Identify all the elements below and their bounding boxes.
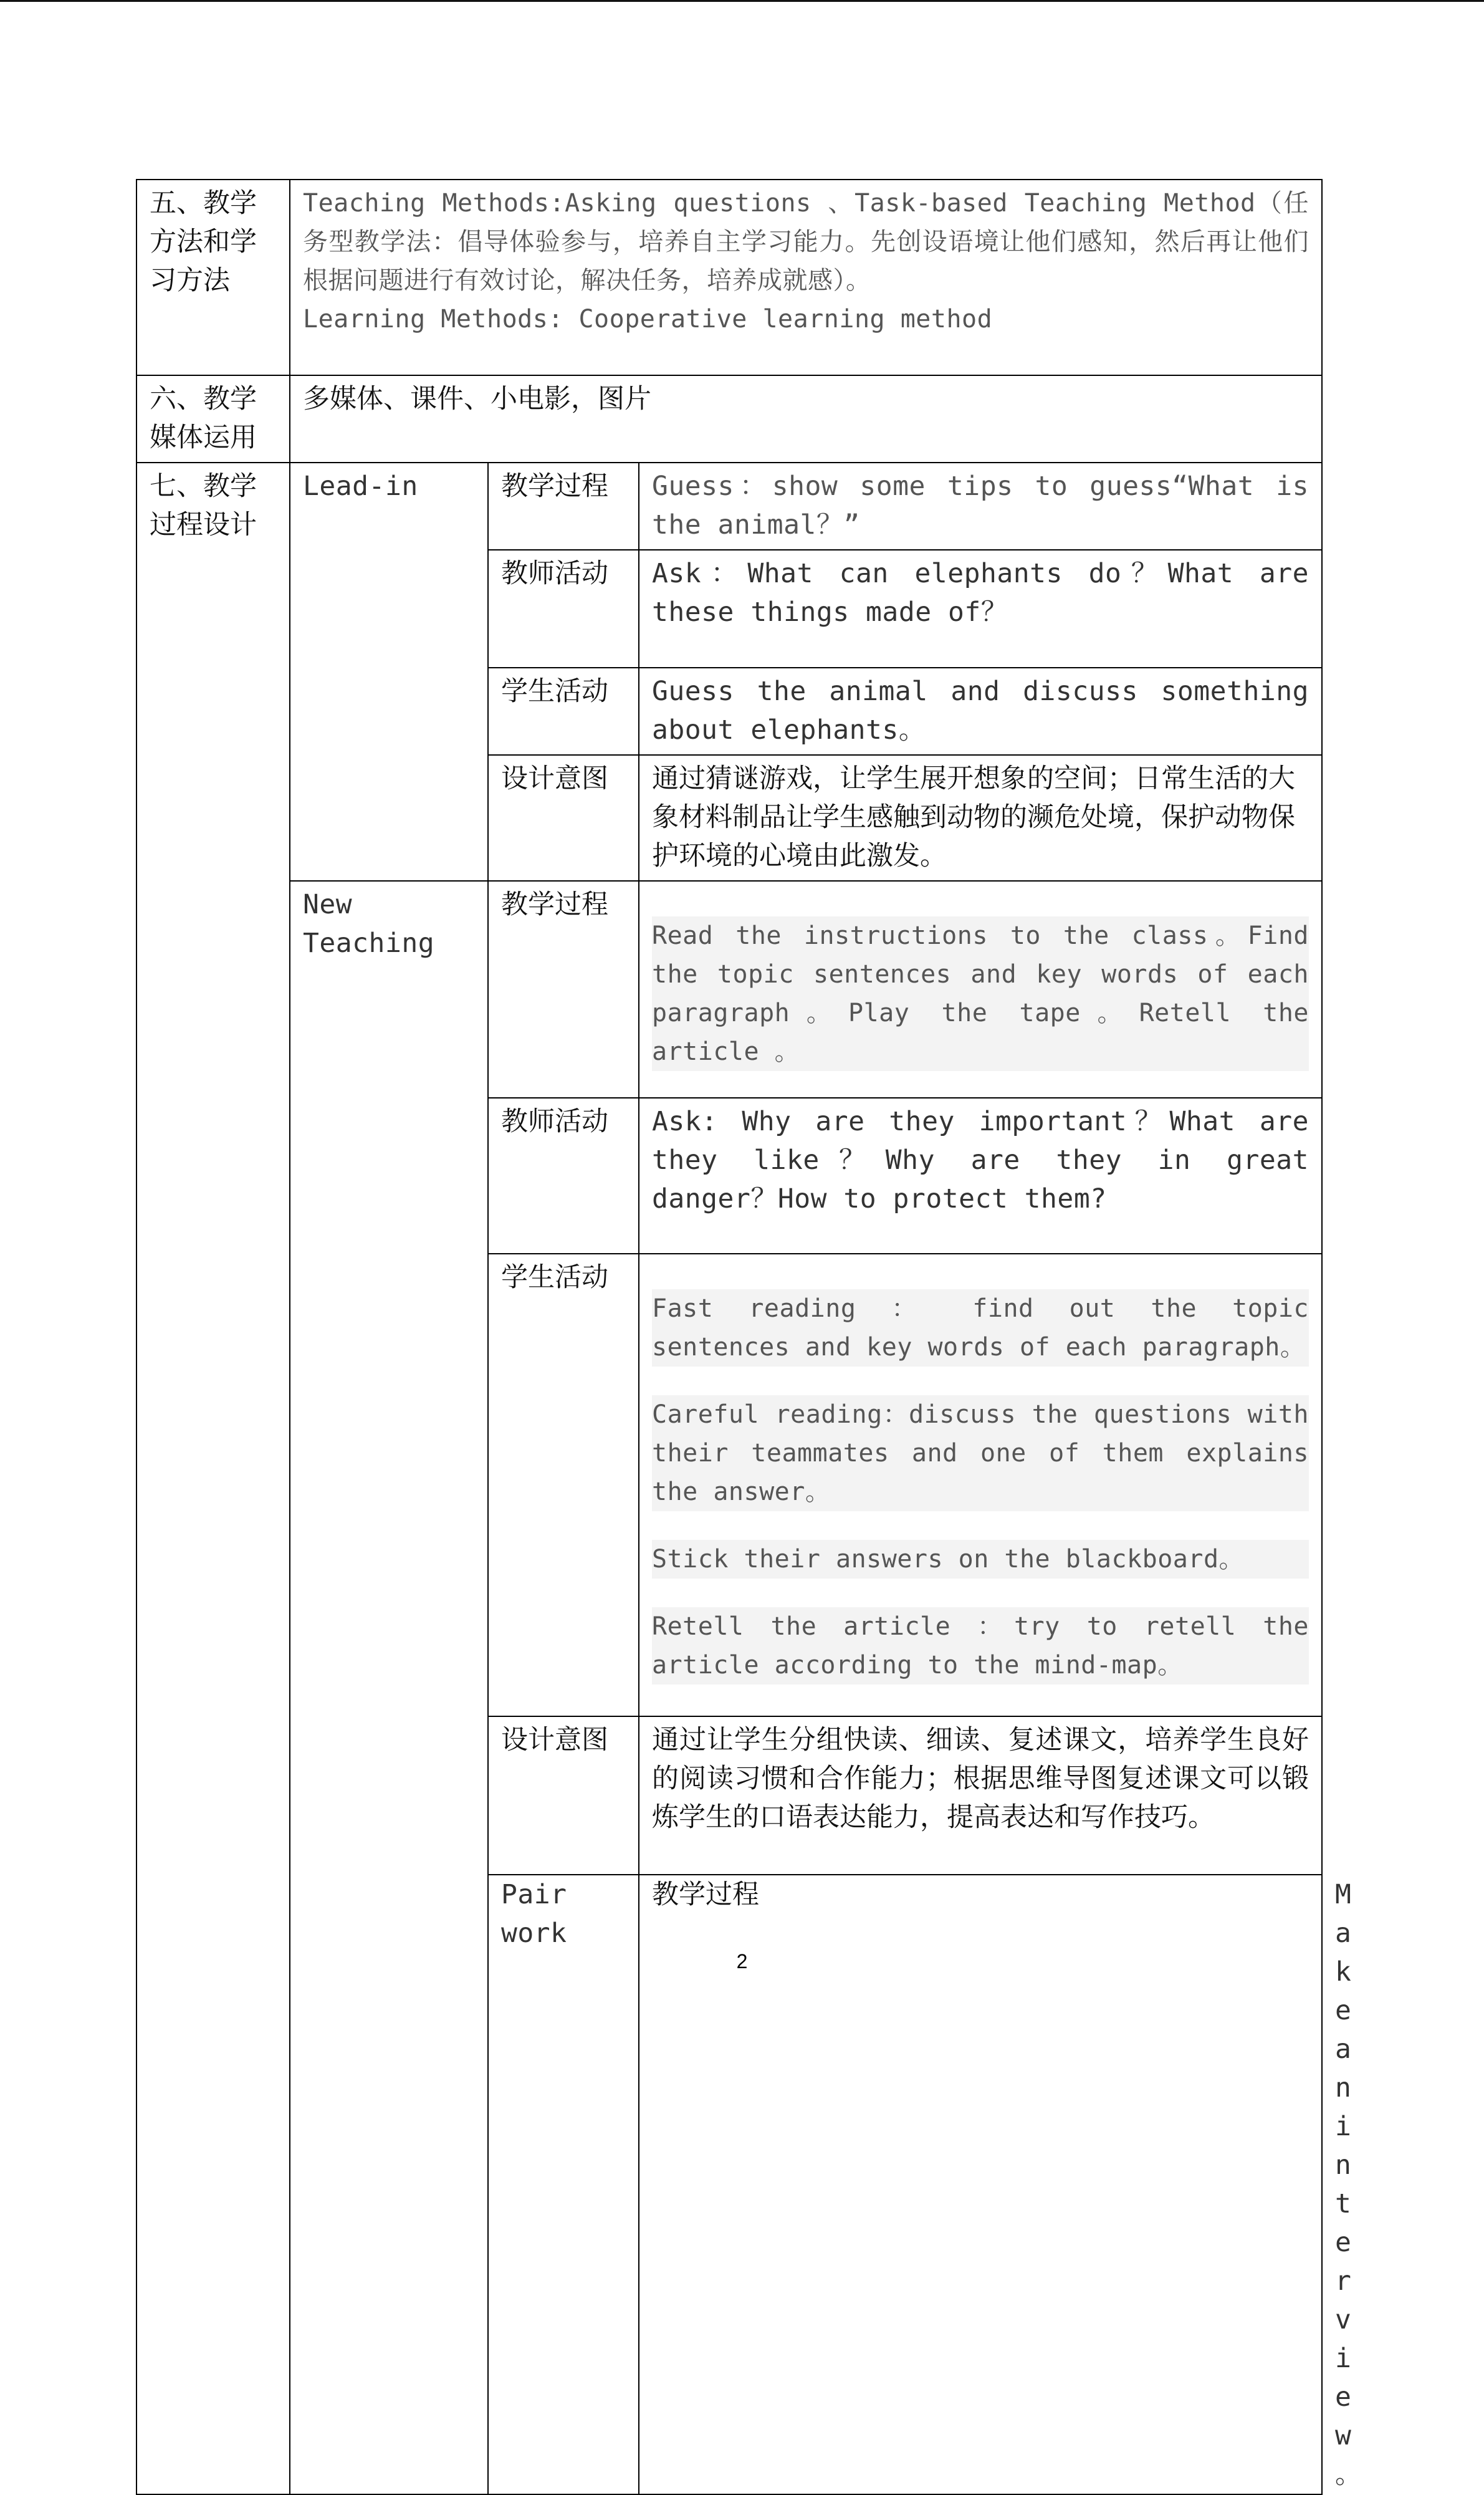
pairwork-process-row: Pair work 教学过程 Make an interview。 xyxy=(136,1875,1322,2494)
newteach-teacher-text: Ask: Why are they important？What are they like？Why are they in great danger？How to protect them? xyxy=(639,1098,1322,1254)
row-label: 设计意图 xyxy=(488,1716,639,1875)
leadin-intent-text: 通过猜谜游戏，让学生展开想象的空间；日常生活的大象材料制品让学生感触到动物的濒危处境，保护动物保护环境的心境由此激发。 xyxy=(639,755,1322,881)
newteach-student-cell xyxy=(639,1254,1322,1716)
student-activity-paragraph: Fast reading ： find out the topic sentences and key words of each paragraph。 xyxy=(652,1289,1309,1367)
media-label: 六、教学媒体运用 xyxy=(136,375,290,463)
methods-content xyxy=(290,180,1322,375)
student-activity-paragraph: Careful reading：discuss the questions with their teammates and one of them explains the answer。 xyxy=(652,1395,1309,1511)
stage-name-pair-work: Pair work xyxy=(488,1875,639,2494)
student-activity-paragraph: Stick their answers on the blackboard。 xyxy=(652,1540,1309,1579)
newteach-process-text: Read the instructions to the class。Find the topic sentences and key words of each paragraph。Play the tape。Retell the article 。 xyxy=(652,916,1309,1071)
row-label: 设计意图 xyxy=(488,755,639,881)
newteach-process-row xyxy=(136,881,1322,1098)
top-border-line xyxy=(0,0,1484,2)
student-activity-paragraph: Retell the article ：try to retell the article according to the mind-map。 xyxy=(652,1607,1309,1685)
lesson-plan-table xyxy=(136,179,1362,2495)
media-value: 多媒体、课件、小电影，图片 xyxy=(290,375,1322,463)
methods-row xyxy=(136,180,1322,375)
teaching-methods-text: Teaching Methods:Asking questions 、Task-based Teaching Method（任务型教学法：倡导体验参与，培养自主学习能力。先创设语境让他们感知，然后再让他们根据问题进行有效讨论，解决任务，培养成就感）。 xyxy=(303,189,1309,295)
leadin-process-text: Guess：show some tips to guess“What is the animal？” xyxy=(639,463,1322,550)
methods-label: 五、教学方法和学习方法 xyxy=(136,180,290,375)
leadin-process-row xyxy=(136,463,1322,550)
leadin-teacher-text: Ask：What can elephants do？What are these things made of？ xyxy=(639,550,1322,668)
leadin-student-text: Guess the animal and discuss something about elephants。 xyxy=(639,668,1322,755)
stage-name-leadin: Lead-in xyxy=(290,463,488,881)
row-label: 教师活动 xyxy=(488,1098,639,1254)
row-label: 教学过程 xyxy=(488,881,639,1098)
stage-name-new-teaching: New Teaching xyxy=(290,881,488,2494)
newteach-intent-text: 通过让学生分组快读、细读、复述课文，培养学生良好的阅读习惯和合作能力；根据思维导图复述课文可以锻炼学生的口语表达能力，提高表达和写作技巧。 xyxy=(639,1716,1322,1875)
newteach-process-cell xyxy=(639,881,1322,1098)
row-label: 学生活动 xyxy=(488,668,639,755)
row-label: 学生活动 xyxy=(488,1254,639,1716)
process-label: 七、教学过程设计 xyxy=(136,463,290,2494)
row-label: 教师活动 xyxy=(488,550,639,668)
row-label: 教学过程 xyxy=(488,463,639,550)
row-label: 教学过程 xyxy=(639,1875,1322,2494)
learning-methods-text: Learning Methods: Cooperative learning method xyxy=(303,305,993,334)
media-row xyxy=(136,375,1322,463)
page-number: 2 xyxy=(736,1950,748,1973)
